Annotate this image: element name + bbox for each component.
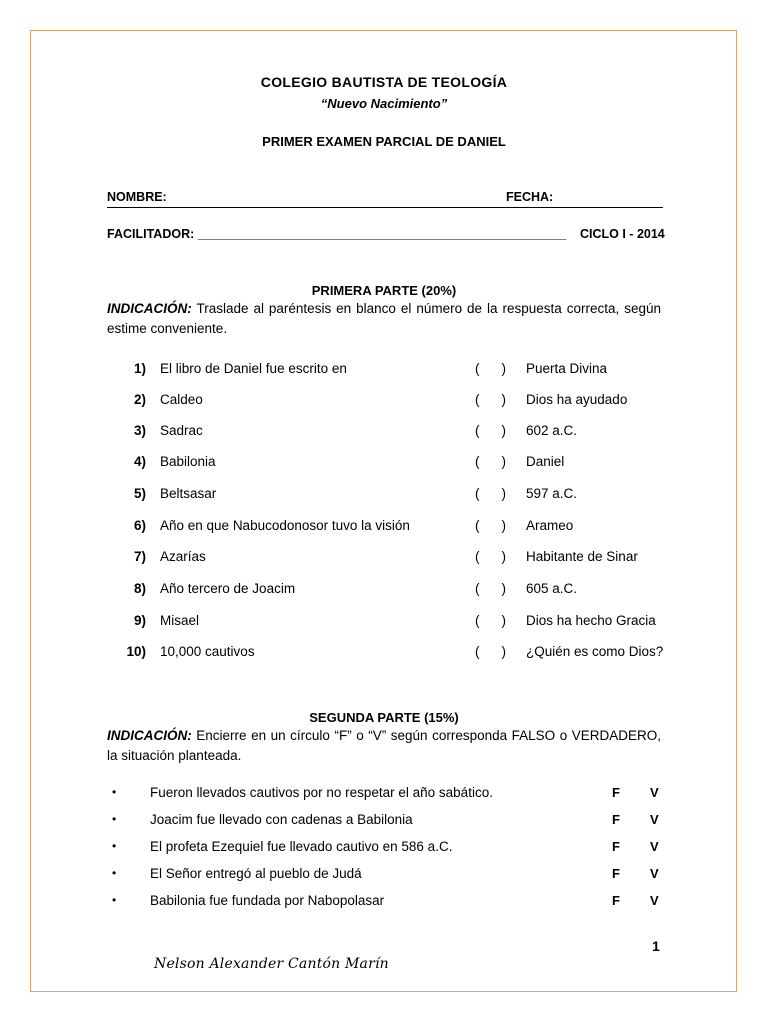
paren-close: ) [501,549,506,564]
school-name: COLEGIO BAUTISTA DE TEOLOGÍA [260,74,508,90]
true-option: V [650,812,659,827]
question-text: Beltsasar [160,486,217,501]
bullet: • [112,785,117,799]
bullet: • [112,866,117,880]
answer-blank [475,486,506,501]
false-option: F [612,866,620,881]
answer-option: 602 a.C. [526,423,578,438]
paren-open: ( [475,581,480,596]
question-text: 10,000 cautivos [160,644,255,659]
question-text: Sadrac [160,423,203,438]
paren-close: ) [501,644,506,659]
statement-text: El Señor entregó al pueblo de Judá [150,866,362,881]
answer-option: ¿Quién es como Dios? [526,644,664,659]
false-option: F [612,812,620,827]
answer-blank [475,423,506,438]
question-text: Año en que Nabucodonosor tuvo la visión [160,518,410,533]
bullet: • [112,893,117,907]
paren-open: ( [475,361,480,376]
true-option: V [650,866,659,881]
name-label: NOMBRE: [107,190,167,204]
answer-blank [475,644,506,659]
true-option: V [650,785,659,800]
paren-close: ) [501,392,506,407]
question-number: 7) [133,549,146,564]
part2-title: SEGUNDA PARTE (15%) [309,710,459,725]
answer-option: 597 a.C. [526,486,578,501]
bullet: • [112,839,117,853]
answer-blank [475,392,506,407]
false-option: F [612,785,620,800]
true-option: V [650,839,659,854]
cycle-label: CICLO I - 2014 [580,227,665,241]
paren-open: ( [475,549,480,564]
question-number: 9) [133,613,146,628]
page-number: 1 [652,938,660,954]
question-number: 1) [133,361,146,376]
part1-indication-text: Traslade al paréntesis en blanco el número de la respuesta correcta, según estime conveniente. [107,301,661,336]
answer-blank [475,581,506,596]
part1-indication-lead: INDICACIÓN: [107,301,192,316]
question-text: El libro de Daniel fue escrito en [160,361,347,376]
question-number: 3) [133,423,146,438]
paren-open: ( [475,392,480,407]
question-number: 6) [133,518,146,533]
paren-close: ) [501,454,506,469]
question-text: Azarías [160,549,206,564]
paren-close: ) [501,423,506,438]
paren-open: ( [475,454,480,469]
question-number: 5) [133,486,146,501]
part2-indication-text: Encierre en un círculo “F” o “V” según corresponda FALSO o VERDADERO, la situación planteada. [107,728,661,763]
statement-text: Babilonia fue fundada por Nabopolasar [150,893,385,908]
false-option: F [612,839,620,854]
question-number: 2) [133,392,146,407]
date-label: FECHA: [506,190,554,204]
statement-text: Fueron llevados cautivos por no respetar el año sabático. [150,785,493,800]
paren-open: ( [475,518,480,533]
paren-open: ( [475,423,480,438]
statement-text: Joacim fue llevado con cadenas a Babilonia [150,812,413,827]
answer-option: Dios ha ayudado [526,392,628,407]
question-text: Año tercero de Joacim [160,581,296,596]
answer-blank [475,613,506,628]
answer-option: Puerta Divina [526,361,608,376]
answer-option: Arameo [526,518,574,533]
paren-open: ( [475,644,480,659]
part1-title: PRIMERA PARTE (20%) [311,283,457,298]
school-motto: “Nuevo Nacimiento” [320,96,448,111]
true-option: V [650,893,659,908]
signature: Nelson Alexander Cantón Marín [154,956,389,972]
false-option: F [612,893,620,908]
paren-close: ) [501,486,506,501]
paren-close: ) [501,361,506,376]
answer-blank [475,454,506,469]
question-text: Caldeo [160,392,203,407]
paren-close: ) [501,518,506,533]
facilitator-label: FACILITADOR: _____________________________________________________ [107,227,567,241]
question-text: Babilonia [160,454,216,469]
answer-option: 605 a.C. [526,581,578,596]
part2-indication [107,726,661,766]
answer-option: Dios ha hecho Gracia [526,613,656,628]
bullet: • [112,812,117,826]
answer-blank [475,518,506,533]
question-text: Misael [160,613,200,628]
name-date-line [107,207,663,208]
question-number: 10) [126,644,146,659]
answer-blank [475,549,506,564]
answer-option: Habitante de Sinar [526,549,638,564]
question-number: 8) [133,581,146,596]
question-number: 4) [133,454,146,469]
part2-indication-lead: INDICACIÓN: [107,728,192,743]
paren-open: ( [475,486,480,501]
answer-option: Daniel [526,454,565,469]
paren-open: ( [475,613,480,628]
statement-text: El profeta Ezequiel fue llevado cautivo en 586 a.C. [150,839,453,854]
part1-indication [107,299,661,339]
paren-close: ) [501,613,506,628]
answer-blank [475,361,506,376]
paren-close: ) [501,581,506,596]
exam-title: PRIMER EXAMEN PARCIAL DE DANIEL [262,134,506,149]
